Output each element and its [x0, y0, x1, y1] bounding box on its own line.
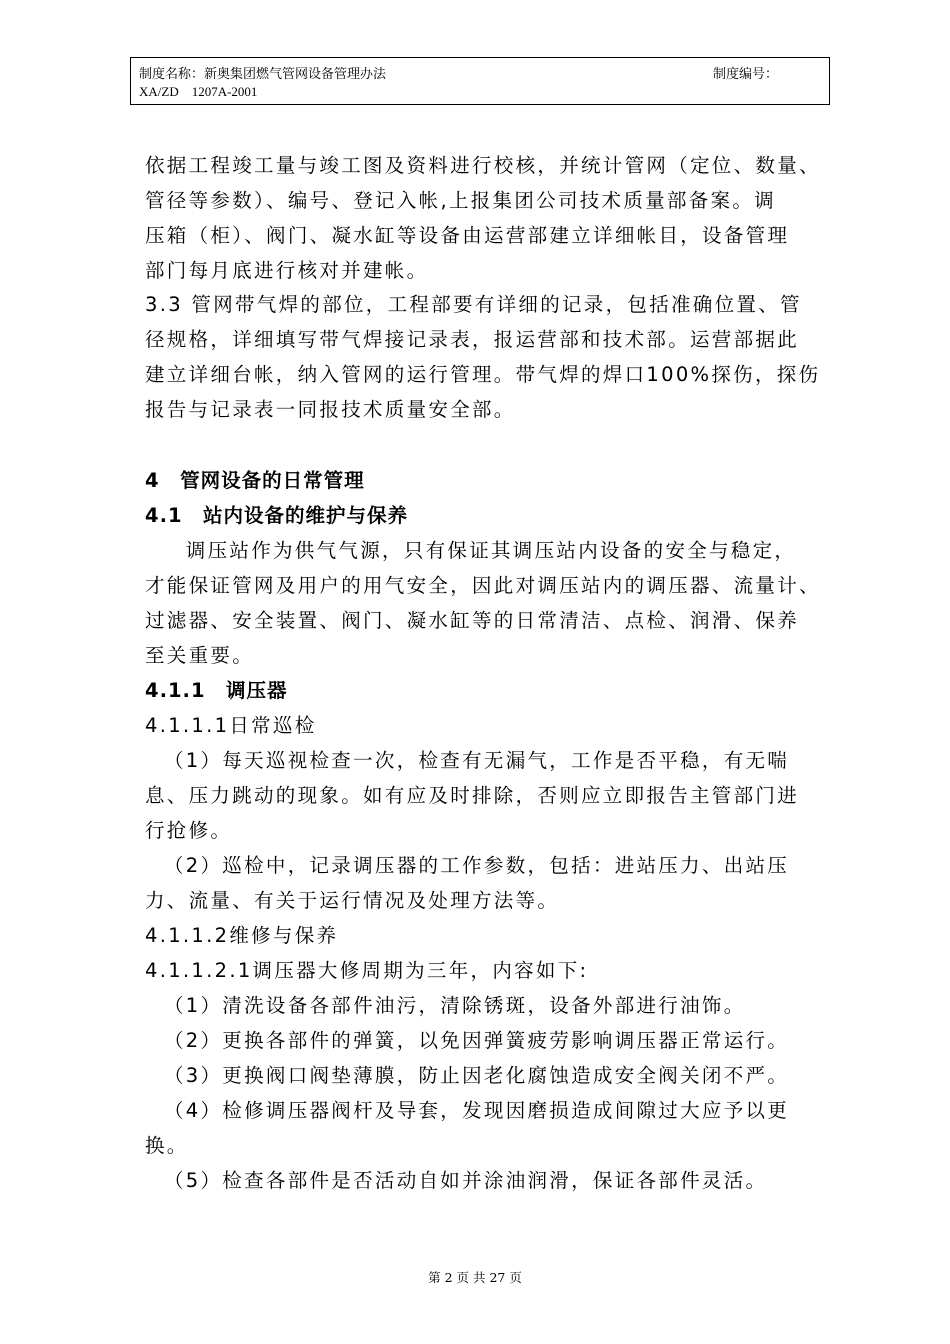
page-footer: 第 2 页 共 27 页 — [428, 1270, 522, 1285]
list-item-line: （2）更换各部件的弹簧，以免因弹簧疲劳影响调压器正常运行。 — [164, 1029, 790, 1052]
document-header-box — [130, 57, 830, 105]
item-heading: 4.1.1.2.1调压器大修周期为三年，内容如下: — [145, 959, 589, 982]
item-heading: 4.1.1.1日常巡检 — [145, 714, 317, 737]
list-item-line: 换。 — [145, 1134, 189, 1157]
list-item-line: （2）巡检中，记录调压器的工作参数，包括：进站压力、出站压 — [164, 854, 790, 877]
paragraph-line: 才能保证管网及用户的用气安全，因此对调压站内的调压器、流量计、 — [145, 574, 821, 597]
paragraph-line: 压箱（柜）、阀门、凝水缸等设备由运营部建立详细帐目，设备管理 — [145, 224, 790, 247]
policy-number: XA/ZD 1207A-2001 — [139, 84, 258, 99]
list-item-line: 力、流量、有关于运行情况及处理方法等。 — [145, 889, 560, 912]
policy-number-label: 制度编号： — [713, 67, 779, 82]
paragraph-line: 建立详细台帐，纳入管网的运行管理。带气焊的焊口100%探伤，探伤 — [145, 363, 821, 386]
paragraph-line: 报告与记录表一同报技术质量安全部。 — [145, 398, 516, 421]
list-item-line: （1）每天巡视检查一次，检查有无漏气，工作是否平稳，有无喘 — [164, 749, 790, 772]
paragraph-line: 管径等参数）、编号、登记入帐,上报集团公司技术质量部备案。调 — [145, 189, 776, 212]
subsection-heading: 4.1 站内设备的维护与保养 — [145, 504, 409, 527]
list-item-line: （3）更换阀口阀垫薄膜，防止因老化腐蚀造成安全阀关闭不严。 — [164, 1064, 790, 1087]
paragraph-line: 至关重要。 — [145, 644, 255, 667]
list-item-line: （5）检查各部件是否活动自如并涂油润滑，保证各部件灵活。 — [164, 1169, 768, 1192]
paragraph-line: 调压站作为供气气源，只有保证其调压站内设备的安全与稳定， — [164, 539, 797, 562]
list-item-line: 息、压力跳动的现象。如有应及时排除，否则应立即报告主管部门进 — [145, 784, 800, 807]
section-heading: 4 管网设备的日常管理 — [145, 469, 365, 492]
list-item-line: （1）清洗设备各部件油污，清除锈斑，设备外部进行油饰。 — [164, 994, 746, 1017]
list-item-line: （4）检修调压器阀杆及导套，发现因磨损造成间隙过大应予以更 — [164, 1099, 790, 1122]
paragraph-line: 过滤器、安全装置、阀门、凝水缸等的日常清洁、点检、润滑、保养 — [145, 609, 800, 632]
paragraph-line: 依据工程竣工量与竣工图及资料进行校核，并统计管网（定位、数量、 — [145, 154, 821, 177]
paragraph-line: 部门每月底进行核对并建帐。 — [145, 259, 429, 282]
item-heading: 4.1.1.2维修与保养 — [145, 924, 339, 947]
list-item-line: 行抢修。 — [145, 819, 233, 842]
paragraph-line: 3.3 管网带气焊的部位，工程部要有详细的记录，包括准确位置、管 — [145, 293, 802, 316]
policy-name: 制度名称：新奥集团燃气管网设备管理办法 — [139, 67, 387, 82]
subsubsection-heading: 4.1.1 调压器 — [145, 679, 288, 702]
paragraph-line: 径规格，详细填写带气焊接记录表，报运营部和技术部。运营部据此 — [145, 328, 800, 351]
